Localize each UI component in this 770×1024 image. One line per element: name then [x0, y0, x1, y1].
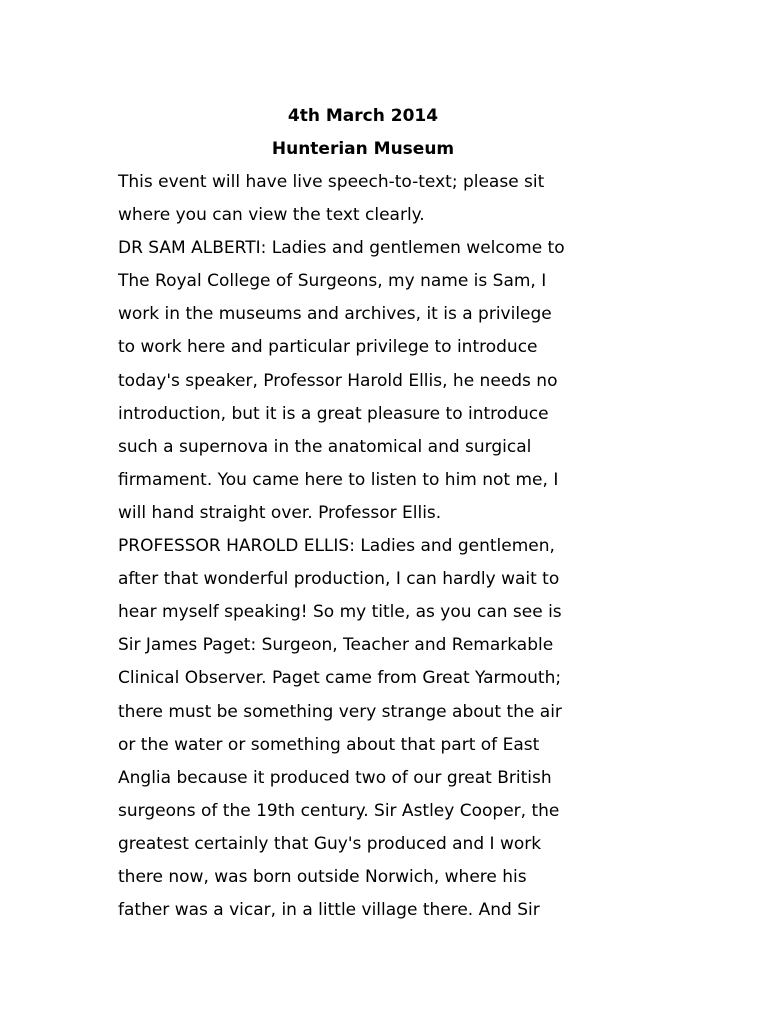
transcript-line: hear myself speaking! So my title, as you can see is: [118, 602, 562, 623]
transcript-line: The Royal College of Surgeons, my name is Sam, I: [118, 271, 547, 292]
document-page: [118, 100, 618, 927]
transcript-line: Clinical Observer. Paget came from Great Yarmouth;: [118, 668, 562, 689]
transcript-line: PROFESSOR HAROLD ELLIS: Ladies and gentlemen,: [118, 536, 555, 557]
transcript-line: there now, was born outside Norwich, where his: [118, 866, 527, 887]
transcript-line: or the water or something about that part of East: [118, 734, 540, 755]
transcript-line: where you can view the text clearly.: [118, 205, 425, 226]
transcript-line: father was a vicar, in a little village there. And Sir: [118, 900, 540, 921]
transcript-line: today's speaker, Professor Harold Ellis, he needs no: [118, 370, 558, 391]
event-date: 4th March 2014: [287, 106, 439, 126]
transcript-line: after that wonderful production, I can hardly wait to: [118, 569, 560, 590]
transcript-line: introduction, but it is a great pleasure to introduce: [118, 403, 549, 424]
event-venue: Hunterian Museum: [271, 139, 455, 159]
transcript-line: will hand straight over. Professor Ellis.: [118, 502, 442, 523]
transcript-line: firmament. You came here to listen to him not me, I: [118, 469, 559, 490]
transcript-line: surgeons of the 19th century. Sir Astley Cooper, the: [118, 800, 560, 821]
transcript-line: Sir James Paget: Surgeon, Teacher and Remarkable: [118, 635, 554, 656]
transcript-line: such a supernova in the anatomical and surgical: [118, 436, 532, 457]
transcript-line: there must be something very strange about the air: [118, 701, 562, 722]
transcript-line: greatest certainly that Guy's produced and I work: [118, 833, 542, 854]
transcript-line: DR SAM ALBERTI: Ladies and gentlemen welcome to: [118, 238, 565, 259]
transcript-line: This event will have live speech-to-text; please sit: [118, 172, 545, 192]
transcript-line: Anglia because it produced two of our great British: [118, 767, 552, 788]
transcript-line: to work here and particular privilege to introduce: [118, 337, 538, 358]
transcript-line: work in the museums and archives, it is a privilege: [118, 304, 552, 325]
transcript-body: [118, 166, 618, 927]
